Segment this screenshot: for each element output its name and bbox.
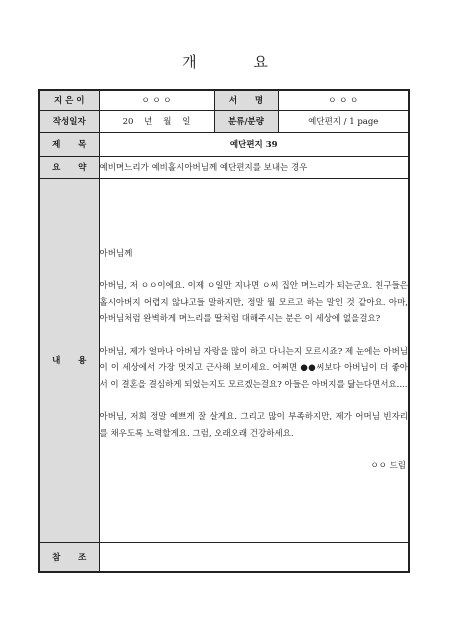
content-label: 내 용 <box>39 178 99 542</box>
signature-value: ㅇ ㅇ ㅇ <box>278 90 409 110</box>
reference-label: 참 조 <box>39 542 99 572</box>
date-value: 20 년 월 일 <box>99 110 214 132</box>
letter-content <box>99 178 409 542</box>
subject-value: 예단편지 39 <box>99 132 409 156</box>
category-label: 분류/분량 <box>214 110 278 132</box>
summary-label: 요 약 <box>39 156 99 178</box>
signature-label: 서 명 <box>214 90 278 110</box>
overview-form <box>38 89 410 573</box>
letter-greeting: 아버님께 <box>99 248 133 259</box>
author-value: ㅇ ㅇ ㅇ <box>99 90 214 110</box>
subject-label: 제 목 <box>39 132 99 156</box>
summary-value: 예비며느리가 예비홀시아버님께 예단편지를 보내는 경우 <box>99 156 409 178</box>
letter-signature: ㅇㅇ 드림 <box>370 461 406 471</box>
reference-value <box>99 542 409 572</box>
letter-paragraph: 아버님, 저 ㅇㅇ이에요. 이제 ㅇ일만 지나면 ㅇ씨 집안 며느리가 되는군요. 친구들은 홀시아버지 어렵지 않냐고들 말하지만, 정말 뭘 모르고 하는 말인 것 같아요. 아마, 아버님처럼 완벽하게 며느리를 딸처럼 대해주시는 분은 이 세상에 없을걸요? <box>99 281 408 324</box>
letter-paragraph: 아버님, 저희 정말 예쁘게 잘 살게요. 그리고 많이 부족하지만, 제가 어머님 빈자리를 채우도록 노력할게요. 그럼, 오래오래 건강하세요. <box>99 412 408 439</box>
author-label: 지 은 이 <box>39 90 99 110</box>
letter-paragraph: 아버님, 제가 얼마나 아버님 자랑을 많이 하고 다니는지 모르시죠? 제 눈에는 아버님이 이 세상에서 가장 멋지고 근사해 보이세요. 어쩌면 ●●씨보다 아버님이 더 좋아서 이 결혼을 결심하게 되었는지도 모르겠는걸요? 아들은 아버지를 닮는다면서요.... <box>99 346 408 390</box>
date-label: 작성일자 <box>39 110 99 132</box>
document-title: 개 요 <box>182 53 294 71</box>
category-value: 예단편지 / 1 page <box>278 110 409 132</box>
